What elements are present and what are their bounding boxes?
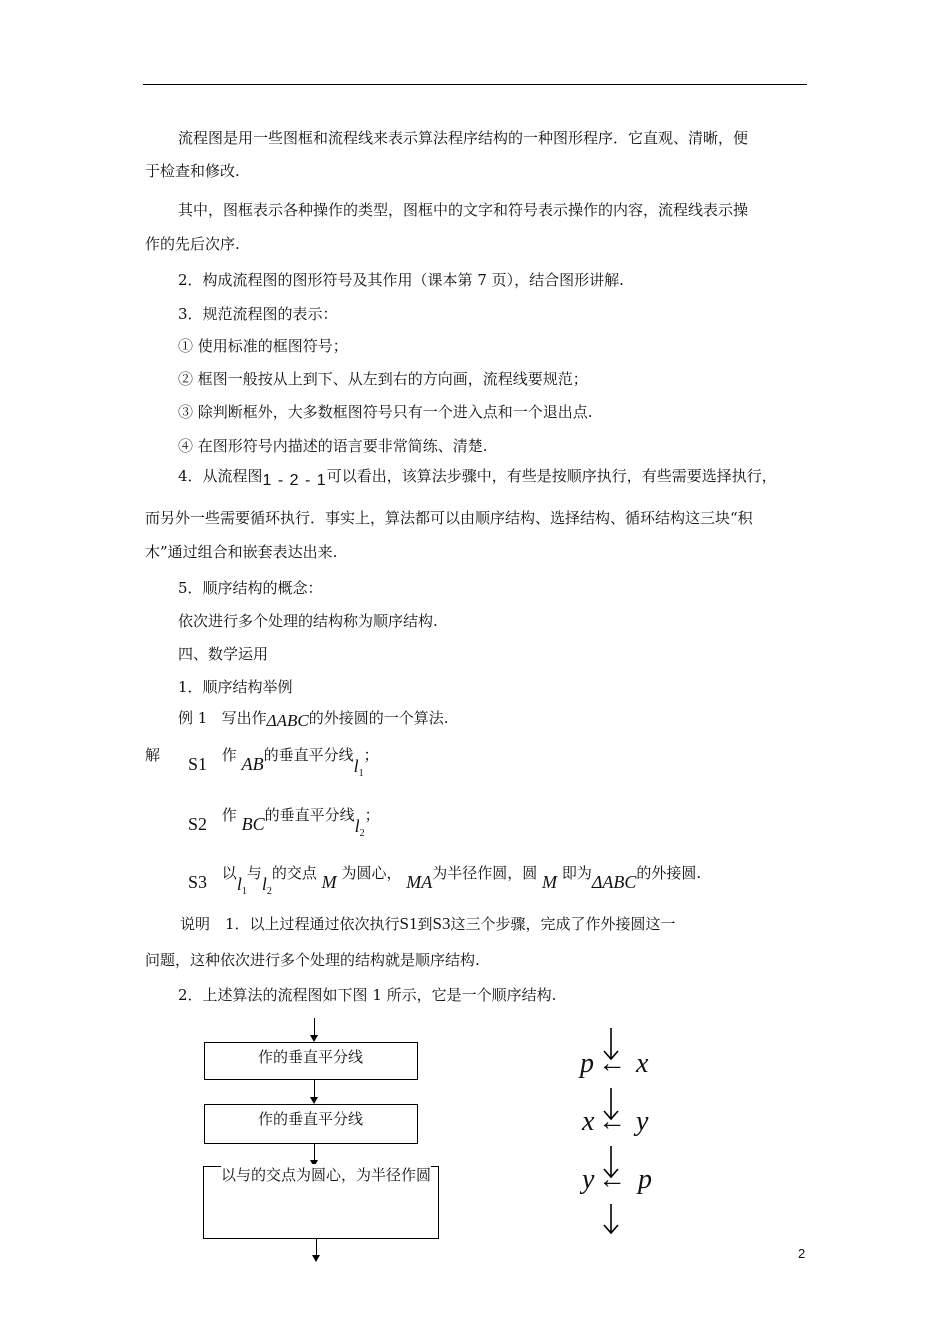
assign-arrow-icon: ← <box>598 1106 626 1137</box>
section-heading: 四、数学运用 <box>178 645 269 663</box>
swap-2-right: y <box>636 1106 649 1137</box>
paragraph-seq-concept: 5．顺序结构的概念： <box>178 579 323 597</box>
arrow-head-icon <box>312 1255 320 1262</box>
paragraph-flowchart-def: 流程图是用一些图框和流程线来表示算法程序结构的一种图形程序．它直观、清晰，便 <box>178 129 749 147</box>
swap-2-left: x <box>582 1106 595 1137</box>
paragraph-box-meaning-cont: 作的先后次序. <box>145 235 240 253</box>
flow-box-2-text: 作的垂直平分线 <box>258 1110 364 1128</box>
paragraph-symbols: 2．构成流程图的图形符号及其作用（课本第 7 页），结合图形讲解. <box>178 271 624 289</box>
paragraph-flowchart-intro: 2．上述算法的流程图如下图 1 所示，它是一个顺序结构. <box>178 986 557 1004</box>
list-item-2: ② 框图一般按从上到下、从左到右的方向画，流程线要规范； <box>178 370 588 388</box>
paragraph-seq-def: 依次进行多个处理的结构称为顺序结构. <box>178 612 438 630</box>
assign-arrow-icon: ← <box>598 1164 626 1195</box>
step-3: S3 以$l_1$与$l_2$的交点 M 为圆心， MA为半径作圆，圆 M 即为ΔABC的外接圆. <box>188 864 702 897</box>
arrow-head-icon <box>310 1097 318 1104</box>
flow-box-3-text: 以与的交点为圆心，为半径作圆 <box>221 1166 432 1184</box>
header-rule <box>143 84 807 85</box>
swap-3-left: y <box>582 1164 595 1195</box>
note-line-2: 问题，这种依次进行多个处理的结构就是顺序结构. <box>145 951 480 969</box>
step-2: S2 作 BC的垂直平分线$l_2$； <box>188 806 380 839</box>
assign-arrow-icon: ← <box>598 1048 626 1079</box>
flow-box-1-text: 作的垂直平分线 <box>258 1048 364 1066</box>
paragraph-norms: 3．规范流程图的表示： <box>178 305 338 323</box>
paragraph-box-meaning: 其中，图框表示各种操作的类型，图框中的文字和符号表示操作的内容，流程线表示操 <box>178 201 749 219</box>
paragraph-structures: 4．从流程图1 - 2 - 1可以看出，该算法步骤中，有些是按顺序执行，有些需要选择执行， <box>178 467 777 489</box>
swap-1-left: p <box>580 1048 594 1079</box>
paragraph-flowchart-def-cont: 于检查和修改. <box>145 162 240 180</box>
example-1: 例 1 写出作ΔABC的外接圆的一个算法. <box>178 709 449 730</box>
swap-flow-arrows <box>596 1026 626 1238</box>
arrow-head-icon <box>310 1035 318 1042</box>
list-item-3: ③ 除判断框外，大多数框图符号只有一个进入点和一个退出点. <box>178 403 593 421</box>
solution-label: 解 <box>145 746 161 764</box>
list-item-4: ④ 在图形符号内描述的语言要非常简练、清楚. <box>178 437 488 455</box>
paragraph-structures-end: 木”通过组合和嵌套表达出来. <box>145 543 338 561</box>
list-item-1: ① 使用标准的框图符号； <box>178 337 348 355</box>
paragraph-structures-cont: 而另外一些需要循环执行．事实上，算法都可以由顺序结构、选择结构、循环结构这三块“积 <box>145 509 753 527</box>
swap-1-right: x <box>636 1048 649 1079</box>
step-1: S1 作 AB的垂直平分线$l_1$； <box>188 746 379 779</box>
swap-3-right: p <box>638 1164 652 1195</box>
note-line-1: 说明 1．以上过程通过依次执行S1到S3这三个步骤，完成了作外接圆这一 <box>180 914 676 933</box>
figure-number: 1 - 2 - 1 <box>262 472 327 489</box>
page-number: 2 <box>798 1246 806 1261</box>
subsection-heading: 1．顺序结构举例 <box>178 678 293 696</box>
